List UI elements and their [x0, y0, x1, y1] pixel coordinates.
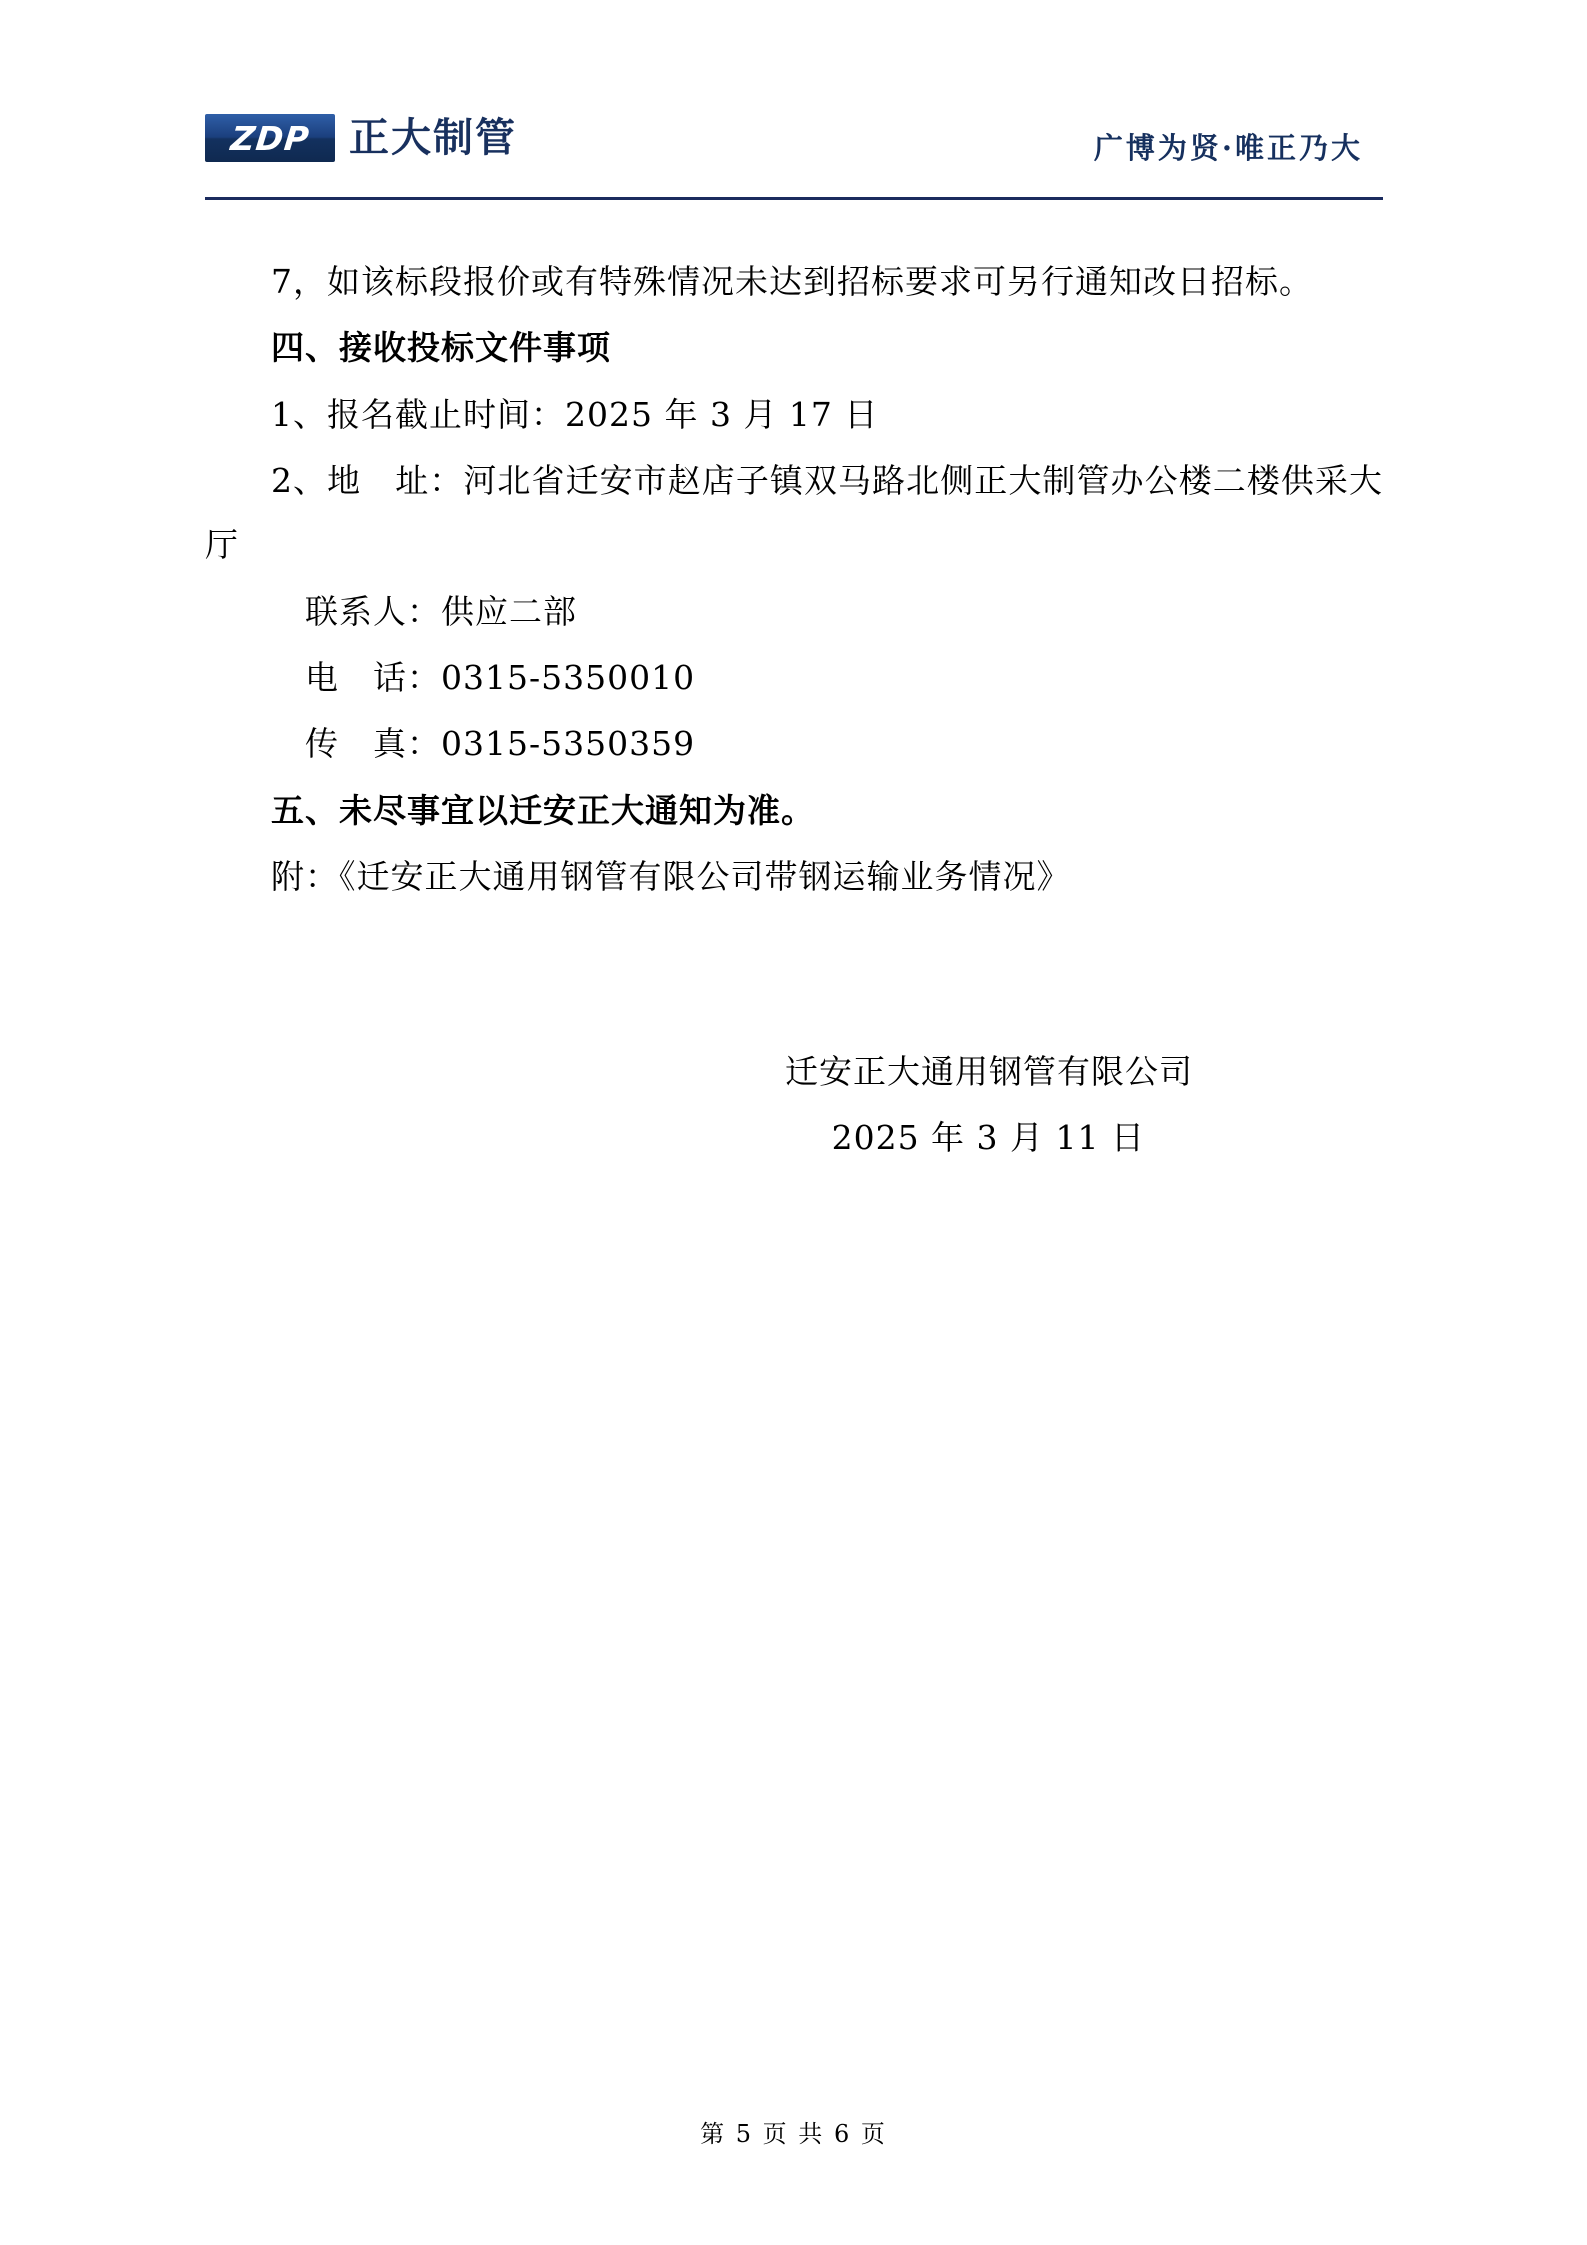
zdp-logo-icon [205, 114, 335, 162]
signature-date: 2025 年 3 月 11 日 [831, 1118, 1145, 1158]
paragraph-attachment: 附：《迁安正大通用钢管有限公司带钢运输业务情况》 [271, 857, 1071, 897]
paragraph-telephone: 电 话：0315-5350010 [305, 658, 696, 698]
paragraph-contact-person: 联系人：供应二部 [305, 591, 577, 631]
document-body [205, 250, 1383, 1171]
section-heading-four: 四、接收投标文件事项 [271, 328, 611, 368]
paragraph-address: 2、地 址：河北省迁安市赵店子镇双马路北侧正大制管办公楼二楼供采大厅 [205, 461, 1383, 565]
signature-block [205, 1039, 1383, 1171]
company-logo [205, 114, 517, 162]
document-header [205, 110, 1383, 200]
paragraph-deadline: 1、报名截止时间：2025 年 3 月 17 日 [271, 394, 879, 434]
signature-company: 迁安正大通用钢管有限公司 [785, 1052, 1193, 1092]
page-footer: 第 5 页 共 6 页 [700, 2120, 887, 2148]
paragraph-item-7: 7，如该标段报价或有特殊情况未达到招标要求可另行通知改日招标。 [271, 262, 1313, 301]
section-heading-five: 五、未尽事宜以迁安正大通知为准。 [271, 790, 815, 830]
company-slogan: 广博为贤·唯正乃大 [1093, 131, 1363, 165]
paragraph-fax: 传 真：0315-5350359 [305, 724, 696, 764]
zdp-logo-text: ZDP [228, 118, 312, 158]
company-name-logo: 正大制管 [349, 115, 517, 161]
